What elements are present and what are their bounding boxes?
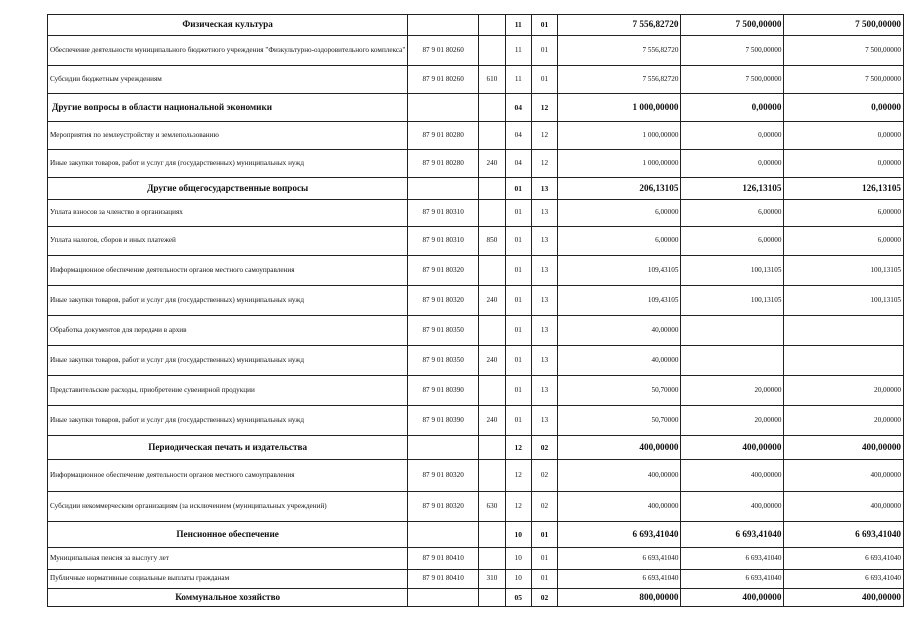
target-article-cell: 87 9 01 80320 — [408, 256, 479, 286]
section-code-cell: 04 — [505, 94, 531, 122]
section-code-cell: 01 — [505, 200, 531, 227]
expense-type-cell — [478, 589, 505, 607]
subsection-code-cell: 02 — [531, 492, 558, 522]
amount-year1-cell: 1 000,00000 — [558, 122, 681, 150]
subsection-code-cell: 12 — [531, 122, 558, 150]
amount-year3-cell: 7 500,00000 — [784, 36, 904, 66]
target-article-cell: 87 9 01 80310 — [408, 200, 479, 227]
row-name-cell: Периодическая печать и издательства — [48, 436, 408, 460]
expense-type-cell: 310 — [478, 570, 505, 589]
subsection-code-cell: 13 — [531, 286, 558, 316]
row-name-cell: Муниципальная пенсия за выслугу лет — [48, 548, 408, 570]
amount-year1-cell: 800,00000 — [558, 589, 681, 607]
target-article-cell — [408, 178, 479, 200]
table-row — [48, 66, 904, 94]
target-article-cell: 87 9 01 80260 — [408, 66, 479, 94]
amount-year2-cell: 0,00000 — [681, 94, 784, 122]
subsection-code-cell: 01 — [531, 15, 558, 36]
section-code-cell: 01 — [505, 286, 531, 316]
amount-year2-cell: 400,00000 — [681, 460, 784, 492]
table-body — [48, 15, 904, 607]
expense-type-cell — [478, 436, 505, 460]
table-row — [48, 460, 904, 492]
amount-year3-cell: 0,00000 — [784, 122, 904, 150]
row-name-cell: Уплата налогов, сборов и иных платежей — [48, 227, 408, 256]
expense-type-cell — [478, 122, 505, 150]
amount-year3-cell: 100,13105 — [784, 256, 904, 286]
table-row — [48, 150, 904, 178]
amount-year3-cell — [784, 316, 904, 346]
expense-type-cell — [478, 178, 505, 200]
row-name-cell: Субсидии бюджетным учреждениям — [48, 66, 408, 94]
amount-year3-cell: 100,13105 — [784, 286, 904, 316]
expense-type-cell: 850 — [478, 227, 505, 256]
expense-type-cell — [478, 376, 505, 406]
target-article-cell — [408, 589, 479, 607]
table-row — [48, 36, 904, 66]
target-article-cell: 87 9 01 80320 — [408, 492, 479, 522]
target-article-cell — [408, 436, 479, 460]
expense-type-cell — [478, 15, 505, 36]
amount-year1-cell: 400,00000 — [558, 460, 681, 492]
amount-year1-cell: 6,00000 — [558, 200, 681, 227]
amount-year2-cell: 6 693,41040 — [681, 522, 784, 548]
target-article-cell: 87 9 01 80310 — [408, 227, 479, 256]
row-name-cell: Пенсионное обеспечение — [48, 522, 408, 548]
expense-type-cell: 610 — [478, 66, 505, 94]
subsection-code-cell: 13 — [531, 316, 558, 346]
subsection-code-cell: 02 — [531, 460, 558, 492]
section-code-cell: 11 — [505, 66, 531, 94]
subsection-code-cell: 13 — [531, 200, 558, 227]
amount-year3-cell: 6,00000 — [784, 227, 904, 256]
row-name-cell: Иные закупки товаров, работ и услуг для (государственных) муниципальных нужд — [48, 150, 408, 178]
section-row — [48, 436, 904, 460]
amount-year1-cell: 6 693,41040 — [558, 522, 681, 548]
amount-year1-cell: 50,70000 — [558, 376, 681, 406]
amount-year1-cell: 7 556,82720 — [558, 15, 681, 36]
row-name-cell: Физическая культура — [48, 15, 408, 36]
amount-year3-cell: 20,00000 — [784, 376, 904, 406]
amount-year1-cell: 1 000,00000 — [558, 150, 681, 178]
amount-year3-cell: 0,00000 — [784, 94, 904, 122]
target-article-cell — [408, 15, 479, 36]
row-name-cell: Коммунальное хозяйство — [48, 589, 408, 607]
amount-year2-cell: 6,00000 — [681, 200, 784, 227]
expense-type-cell — [478, 316, 505, 346]
row-name-cell: Обеспечение деятельности муниципального бюджетного учреждения "Физкультурно-оздоровительного комплекса" — [48, 36, 408, 66]
expense-type-cell: 240 — [478, 346, 505, 376]
amount-year1-cell: 109,43105 — [558, 286, 681, 316]
table-row — [48, 376, 904, 406]
target-article-cell: 87 9 01 80410 — [408, 570, 479, 589]
section-code-cell: 04 — [505, 150, 531, 178]
amount-year3-cell: 6 693,41040 — [784, 570, 904, 589]
amount-year1-cell: 40,00000 — [558, 346, 681, 376]
expense-type-cell: 240 — [478, 150, 505, 178]
amount-year2-cell: 400,00000 — [681, 492, 784, 522]
budget-table — [47, 14, 904, 607]
expense-type-cell: 630 — [478, 492, 505, 522]
subsection-code-cell: 13 — [531, 376, 558, 406]
amount-year1-cell: 1 000,00000 — [558, 94, 681, 122]
expense-type-cell — [478, 36, 505, 66]
row-name-cell: Иные закупки товаров, работ и услуг для (государственных) муниципальных нужд — [48, 406, 408, 436]
amount-year2-cell: 400,00000 — [681, 589, 784, 607]
expense-type-cell — [478, 522, 505, 548]
amount-year1-cell: 50,70000 — [558, 406, 681, 436]
section-code-cell: 05 — [505, 589, 531, 607]
section-code-cell: 01 — [505, 256, 531, 286]
amount-year3-cell: 6 693,41040 — [784, 548, 904, 570]
target-article-cell: 87 9 01 80280 — [408, 122, 479, 150]
row-name-cell: Представительские расходы, приобретение сувенирной продукции — [48, 376, 408, 406]
row-name-cell: Публичные нормативные социальные выплаты гражданам — [48, 570, 408, 589]
subsection-code-cell: 01 — [531, 570, 558, 589]
table-row — [48, 256, 904, 286]
subsection-code-cell: 13 — [531, 227, 558, 256]
amount-year3-cell: 20,00000 — [784, 406, 904, 436]
amount-year3-cell: 6,00000 — [784, 200, 904, 227]
amount-year2-cell: 126,13105 — [681, 178, 784, 200]
amount-year3-cell: 400,00000 — [784, 460, 904, 492]
section-row — [48, 15, 904, 36]
amount-year2-cell: 20,00000 — [681, 376, 784, 406]
amount-year3-cell: 400,00000 — [784, 492, 904, 522]
amount-year3-cell: 400,00000 — [784, 436, 904, 460]
table-row — [48, 200, 904, 227]
amount-year2-cell: 7 500,00000 — [681, 15, 784, 36]
row-name-cell: Субсидии некоммерческим организациям (за исключением (муниципальных учреждений) — [48, 492, 408, 522]
subsection-code-cell: 02 — [531, 589, 558, 607]
target-article-cell: 87 9 01 80260 — [408, 36, 479, 66]
amount-year2-cell: 6 693,41040 — [681, 548, 784, 570]
target-article-cell: 87 9 01 80390 — [408, 376, 479, 406]
amount-year2-cell: 20,00000 — [681, 406, 784, 436]
section-code-cell: 10 — [505, 570, 531, 589]
section-row — [48, 178, 904, 200]
section-code-cell: 01 — [505, 178, 531, 200]
amount-year2-cell: 6,00000 — [681, 227, 784, 256]
subsection-code-cell: 01 — [531, 36, 558, 66]
amount-year1-cell: 6 693,41040 — [558, 570, 681, 589]
section-code-cell: 01 — [505, 346, 531, 376]
row-name-cell: Другие общегосударственные вопросы — [48, 178, 408, 200]
expense-type-cell — [478, 200, 505, 227]
amount-year1-cell: 400,00000 — [558, 436, 681, 460]
table-row — [48, 286, 904, 316]
subsection-code-cell: 01 — [531, 66, 558, 94]
table-row — [48, 492, 904, 522]
section-code-cell: 10 — [505, 522, 531, 548]
amount-year2-cell: 7 500,00000 — [681, 66, 784, 94]
table-row — [48, 570, 904, 589]
expense-type-cell — [478, 548, 505, 570]
amount-year1-cell: 6,00000 — [558, 227, 681, 256]
target-article-cell: 87 9 01 80320 — [408, 460, 479, 492]
section-code-cell: 10 — [505, 548, 531, 570]
subsection-code-cell: 13 — [531, 346, 558, 376]
table-row — [48, 406, 904, 436]
expense-type-cell — [478, 460, 505, 492]
amount-year2-cell: 100,13105 — [681, 286, 784, 316]
row-name-cell: Иные закупки товаров, работ и услуг для (государственных) муниципальных нужд — [48, 346, 408, 376]
amount-year1-cell: 6 693,41040 — [558, 548, 681, 570]
row-name-cell: Мероприятия по землеустройству и землепользованию — [48, 122, 408, 150]
table-row — [48, 548, 904, 570]
target-article-cell: 87 9 01 80350 — [408, 346, 479, 376]
section-code-cell: 12 — [505, 436, 531, 460]
target-article-cell — [408, 94, 479, 122]
section-code-cell: 11 — [505, 36, 531, 66]
expense-type-cell: 240 — [478, 286, 505, 316]
amount-year1-cell: 206,13105 — [558, 178, 681, 200]
expense-type-cell — [478, 94, 505, 122]
section-row — [48, 94, 904, 122]
row-name-cell: Иные закупки товаров, работ и услуг для (государственных) муниципальных нужд — [48, 286, 408, 316]
amount-year2-cell: 6 693,41040 — [681, 570, 784, 589]
row-name-cell: Другие вопросы в области национальной экономики — [48, 94, 408, 122]
subsection-code-cell: 01 — [531, 548, 558, 570]
section-code-cell: 12 — [505, 492, 531, 522]
target-article-cell: 87 9 01 80350 — [408, 316, 479, 346]
section-row — [48, 522, 904, 548]
amount-year2-cell — [681, 316, 784, 346]
expense-type-cell: 240 — [478, 406, 505, 436]
section-code-cell: 01 — [505, 316, 531, 346]
target-article-cell — [408, 522, 479, 548]
table-row — [48, 227, 904, 256]
section-code-cell: 01 — [505, 376, 531, 406]
row-name-cell: Информационное обеспечение деятельности органов местного самоуправления — [48, 460, 408, 492]
amount-year1-cell: 7 556,82720 — [558, 36, 681, 66]
target-article-cell: 87 9 01 80320 — [408, 286, 479, 316]
amount-year1-cell: 400,00000 — [558, 492, 681, 522]
amount-year3-cell: 7 500,00000 — [784, 66, 904, 94]
section-code-cell: 11 — [505, 15, 531, 36]
amount-year1-cell: 40,00000 — [558, 316, 681, 346]
row-name-cell: Информационное обеспечение деятельности органов местного самоуправления — [48, 256, 408, 286]
amount-year2-cell: 400,00000 — [681, 436, 784, 460]
amount-year3-cell: 126,13105 — [784, 178, 904, 200]
amount-year3-cell: 400,00000 — [784, 589, 904, 607]
amount-year3-cell: 0,00000 — [784, 150, 904, 178]
section-row — [48, 589, 904, 607]
amount-year2-cell: 0,00000 — [681, 122, 784, 150]
amount-year3-cell: 6 693,41040 — [784, 522, 904, 548]
amount-year2-cell: 7 500,00000 — [681, 36, 784, 66]
table-row — [48, 122, 904, 150]
subsection-code-cell: 02 — [531, 436, 558, 460]
target-article-cell: 87 9 01 80280 — [408, 150, 479, 178]
table-row — [48, 316, 904, 346]
subsection-code-cell: 13 — [531, 256, 558, 286]
amount-year2-cell: 100,13105 — [681, 256, 784, 286]
section-code-cell: 04 — [505, 122, 531, 150]
amount-year2-cell — [681, 346, 784, 376]
section-code-cell: 12 — [505, 460, 531, 492]
amount-year2-cell: 0,00000 — [681, 150, 784, 178]
amount-year1-cell: 109,43105 — [558, 256, 681, 286]
section-code-cell: 01 — [505, 406, 531, 436]
amount-year1-cell: 7 556,82720 — [558, 66, 681, 94]
row-name-cell: Уплата взносов за членство в организациях — [48, 200, 408, 227]
subsection-code-cell: 13 — [531, 406, 558, 436]
subsection-code-cell: 13 — [531, 178, 558, 200]
table-row — [48, 346, 904, 376]
target-article-cell: 87 9 01 80390 — [408, 406, 479, 436]
subsection-code-cell: 12 — [531, 150, 558, 178]
target-article-cell: 87 9 01 80410 — [408, 548, 479, 570]
section-code-cell: 01 — [505, 227, 531, 256]
subsection-code-cell: 01 — [531, 522, 558, 548]
expense-type-cell — [478, 256, 505, 286]
row-name-cell: Обработка документов для передачи в архив — [48, 316, 408, 346]
amount-year3-cell: 7 500,00000 — [784, 15, 904, 36]
amount-year3-cell — [784, 346, 904, 376]
subsection-code-cell: 12 — [531, 94, 558, 122]
